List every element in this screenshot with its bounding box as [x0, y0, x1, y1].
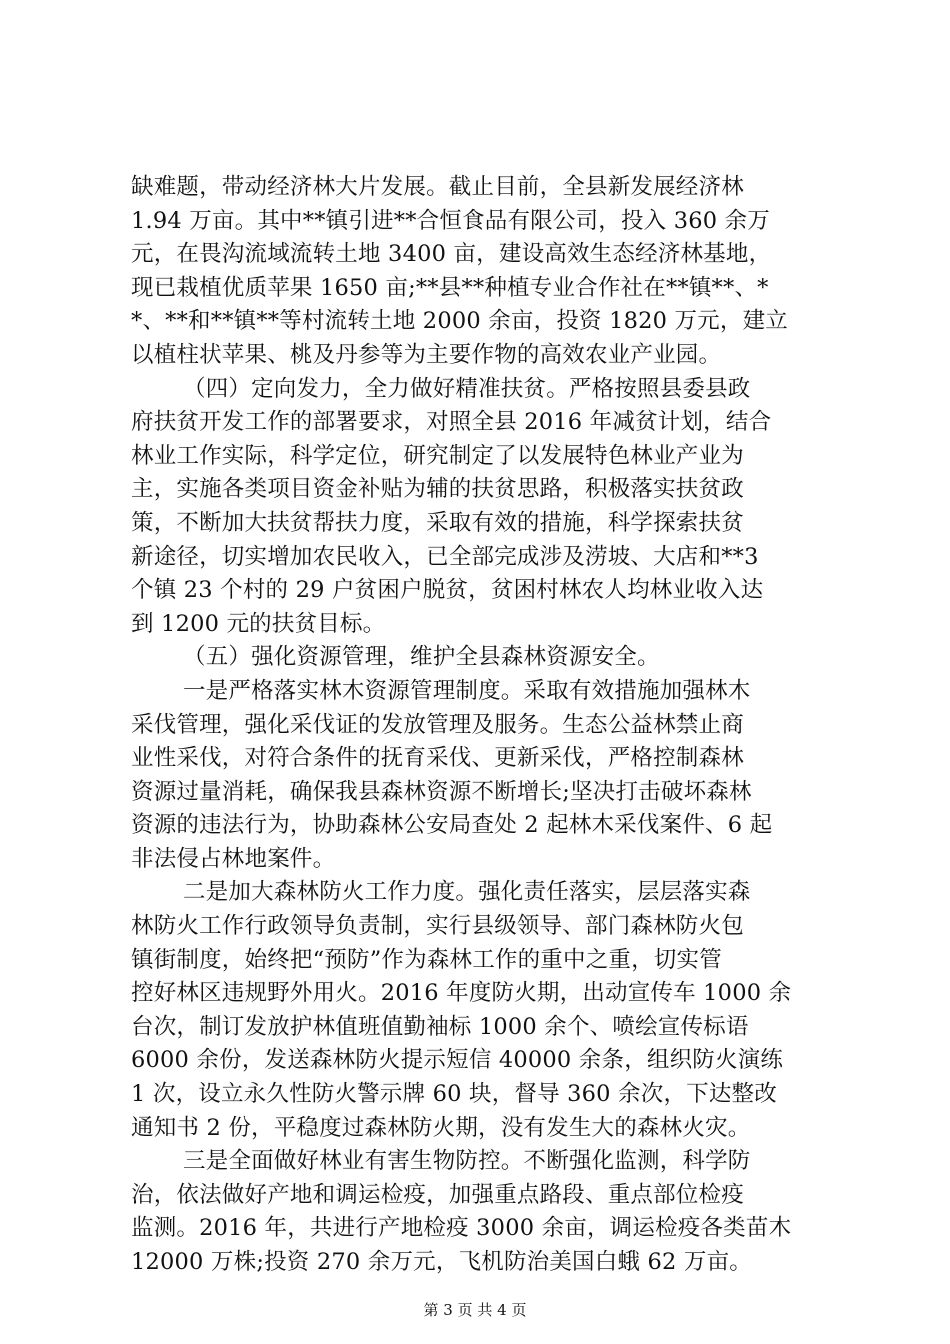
- text-line: 主，实施各类项目资金补贴为辅的扶贫思路，积极落实扶贫政: [131, 476, 744, 503]
- text-line: 林业工作实际，科学定位，研究制定了以发展特色林业产业为: [131, 442, 744, 469]
- text-line: 林防火工作行政领导负责制，实行县级领导、部门森林防火包: [131, 913, 744, 940]
- text-line: 府扶贫开发工作的部署要求，对照全县 2016 年减贫计划，结合: [131, 409, 772, 436]
- text-line: 镇街制度，始终把“预防”作为森林工作的重中之重，切实管: [131, 946, 722, 973]
- text-line: *、**和**镇**等村流转土地 2000 余亩，投资 1820 万元，建立: [131, 308, 788, 335]
- text-line: 采伐管理，强化采伐证的发放管理及服务。生态公益林禁止商: [131, 711, 744, 738]
- paragraph-1: [131, 171, 836, 373]
- text-line: 1.94 万亩。其中**镇引进**合恒食品有限公司，投入 360 余万: [131, 207, 771, 234]
- text-line: 缺难题，带动经济林大片发展。截止目前，全县新发展经济林: [131, 174, 744, 200]
- text-line: 1 次，设立永久性防火警示牌 60 块，督导 360 余次，下达整改: [131, 1081, 777, 1108]
- section-heading: （五）强化资源管理，维护全县森林资源安全。: [183, 644, 660, 671]
- text-line: 个镇 23 个村的 29 户贫困户脱贫，贫困村林农人均林业收入达: [131, 577, 764, 604]
- page-number-footer: 第 3 页 共 4 页: [423, 1301, 527, 1319]
- text-line: 业性采伐，对符合条件的抚育采伐、更新采伐，严格控制森林: [131, 745, 744, 772]
- paragraph-resource-heading: [131, 641, 836, 675]
- text-line: 资源的违法行为，协助森林公安局查处 2 起林木采伐案件、6 起: [131, 812, 773, 839]
- section-heading-line: （四）定向发力，全力做好精准扶贫。严格按照县委县政: [183, 375, 751, 402]
- text-line: 监测。2016 年，共进行产地检疫 3000 余亩，调运检疫各类苗木: [131, 1215, 792, 1242]
- text-line: 治，依法做好产地和调运检疫，加强重点路段、重点部位检疫: [131, 1181, 744, 1208]
- text-line: 通知书 2 份，平稳度过森林防火期，没有发生大的森林火灾。: [131, 1114, 751, 1141]
- text-line: 三是全面做好林业有害生物防控。不断强化监测，科学防: [183, 1148, 751, 1175]
- text-line: 12000 万株;投资 270 余万元，飞机防治美国白蛾 62 万亩。: [131, 1249, 752, 1275]
- paragraph-pest-control: [131, 1145, 836, 1279]
- text-line: 二是加大森林防火工作力度。强化责任落实，层层落实森: [183, 879, 751, 906]
- document-body: [131, 171, 836, 1280]
- text-line: 策，不断加大扶贫帮扶力度，采取有效的措施，科学探索扶贫: [131, 509, 744, 536]
- text-line: 元，在畏沟流域流转土地 3400 亩，建设高效生态经济林基地，: [131, 241, 772, 268]
- paragraph-poverty-alleviation: [131, 373, 836, 642]
- text-line: 新途径，切实增加农民收入，已全部完成涉及涝坡、大店和**3: [131, 543, 759, 570]
- text-line: 以植柱状苹果、桃及丹参等为主要作物的高效农业产业园。: [131, 341, 722, 368]
- text-line: 非法侵占林地案件。: [131, 845, 336, 872]
- text-line: 到 1200 元的扶贫目标。: [131, 610, 386, 637]
- paragraph-timber-management: [131, 675, 836, 877]
- text-line: 台次，制订发放护林值班值勤袖标 1000 余个、喷绘宣传标语: [131, 1013, 749, 1040]
- paragraph-fire-prevention: [131, 876, 836, 1145]
- text-line: 一是严格落实林木资源管理制度。采取有效措施加强林木: [183, 677, 751, 704]
- text-line: 控好林区违规野外用火。2016 年度防火期，出动宣传车 1000 余: [131, 980, 792, 1007]
- text-line: 资源过量消耗，确保我县森林资源不断增长;坚决打击破坏森林: [131, 778, 752, 805]
- text-line: 现已栽植优质苹果 1650 亩;**县**种植专业合作社在**镇**、*: [131, 274, 769, 301]
- text-line: 6000 余份，发送森林防火提示短信 40000 余条，组织防火演练: [131, 1047, 784, 1074]
